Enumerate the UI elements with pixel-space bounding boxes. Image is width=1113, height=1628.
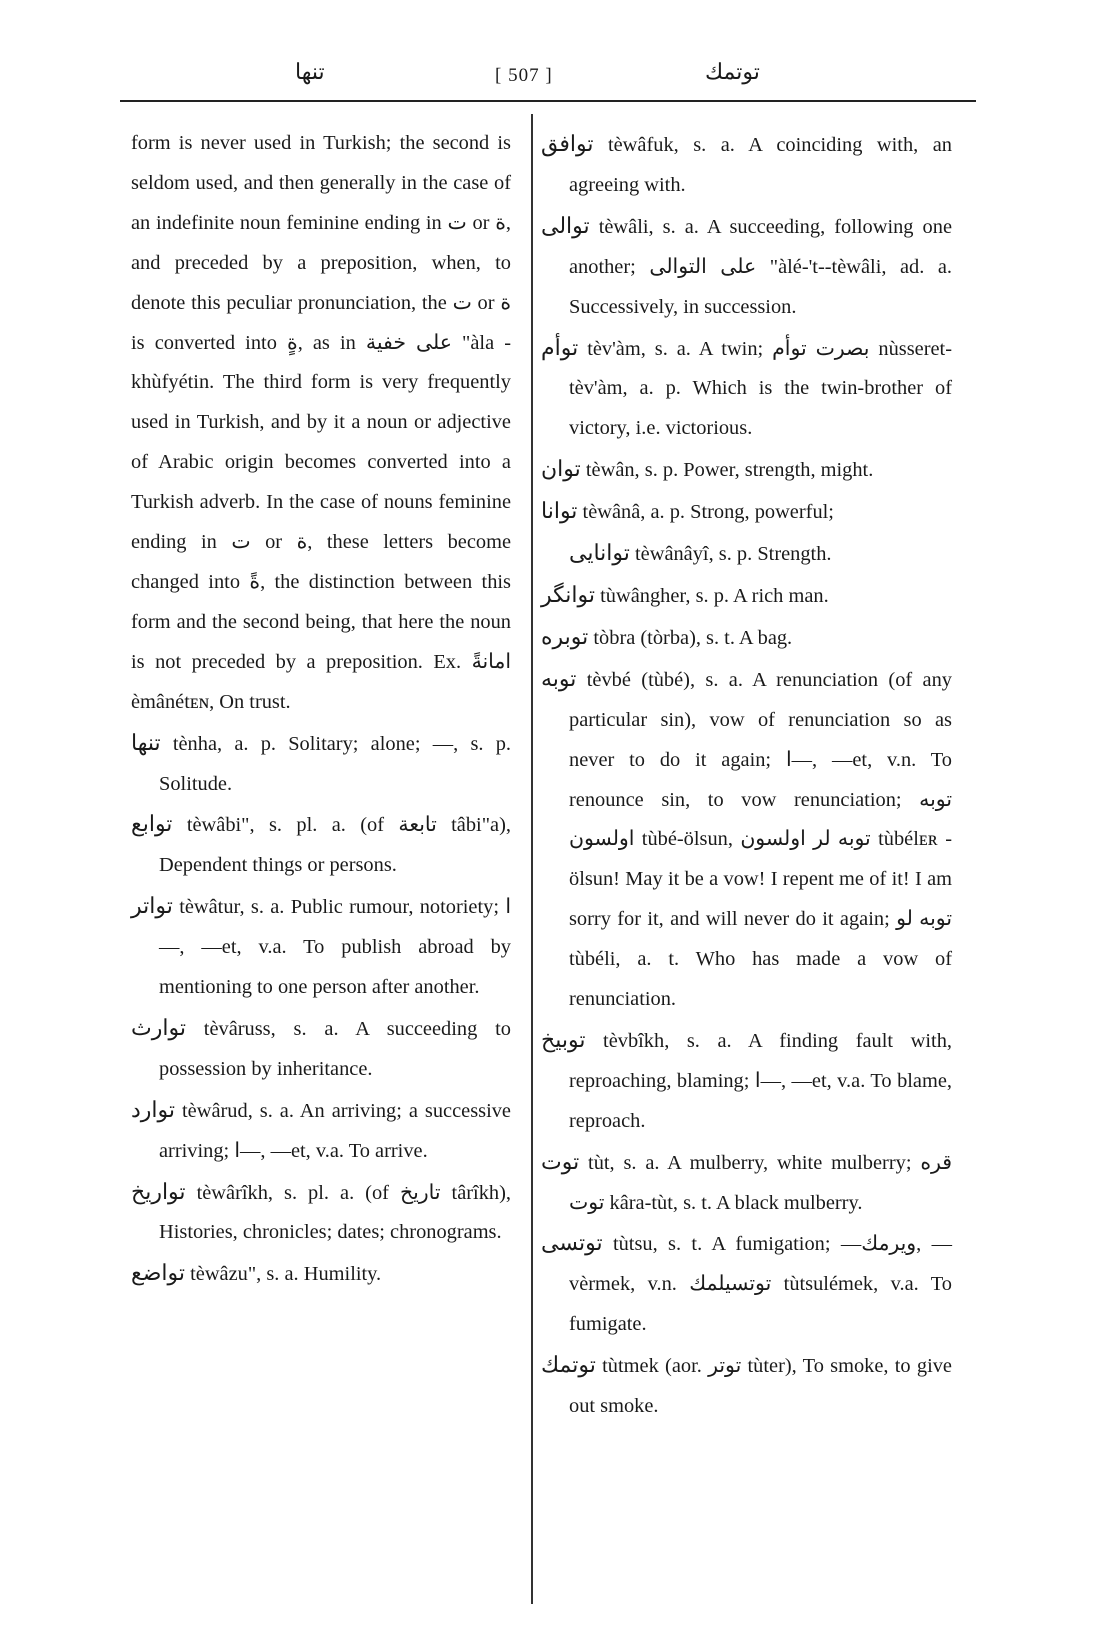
dictionary-entry bbox=[541, 659, 952, 1020]
header-left-catchword: تنها bbox=[295, 59, 325, 84]
entry-definition: tèwâli, s. a. A succeeding, following one another; علی التوالی "àlé-'t--tèwâli, ad. a. Successively, in succession. bbox=[569, 215, 952, 318]
dictionary-entry bbox=[541, 533, 952, 575]
left-column bbox=[131, 124, 511, 1295]
entry-headword: توتسی bbox=[541, 1230, 603, 1256]
entry-definition: tùtsu, s. t. A fumigation; —ويرمك, —vèrmek, v.n. توتسيلمك tùtsulémek, v.a. To fumigate. bbox=[569, 1233, 952, 1336]
page-number: [ 507 ] bbox=[495, 65, 553, 86]
entry-definition: tèwâbi", s. pl. a. (of تابعة tâbi"a), Dependent things or persons. bbox=[159, 814, 511, 877]
entry-headword: توالی bbox=[541, 212, 590, 238]
dictionary-entry bbox=[541, 1345, 952, 1427]
dictionary-entry bbox=[541, 1223, 952, 1345]
entry-definition: tèwâtur, s. a. Public rumour, notoriety; ا—, —et, v.a. To publish abroad by mentioning to one person after another. bbox=[159, 896, 511, 999]
entry-headword: توارد bbox=[131, 1096, 176, 1122]
dictionary-entry bbox=[131, 1172, 511, 1254]
header-rule bbox=[120, 100, 976, 102]
right-entries-list bbox=[541, 124, 952, 1427]
entry-definition: tèv'àm, s. a. A twin; بصرت توأم nùsseret-tèv'àm, a. p. Which is the twin-brother of victory, i.e. victorious. bbox=[569, 337, 952, 440]
dictionary-entry bbox=[541, 206, 952, 328]
entry-definition: tèwâzu", s. a. Humility. bbox=[190, 1263, 382, 1286]
entry-definition: tùtmek (aor. توتر tùter), To smoke, to give out smoke. bbox=[569, 1355, 952, 1418]
dictionary-entry bbox=[131, 804, 511, 886]
page-header bbox=[120, 55, 976, 103]
entry-headword: تنها bbox=[131, 729, 161, 755]
entry-headword: توبه bbox=[541, 665, 577, 691]
entry-headword: توافق bbox=[541, 131, 594, 156]
dictionary-entry bbox=[541, 491, 952, 533]
right-column bbox=[541, 124, 952, 1427]
entry-definition: tèvâruss, s. a. A succeeding to possession by inheritance. bbox=[159, 1017, 511, 1080]
entry-definition: tèwânâyî, s. p. Strength. bbox=[635, 543, 832, 566]
left-entries-list bbox=[131, 723, 511, 1296]
entry-headword: توانا bbox=[541, 498, 578, 524]
entry-definition: tèwânâ, a. p. Strong, powerful; bbox=[582, 501, 834, 524]
dictionary-entry bbox=[131, 723, 511, 805]
entry-definition: tùwângher, s. p. A rich man. bbox=[600, 584, 829, 607]
dictionary-entry bbox=[541, 1142, 952, 1224]
dictionary-entry bbox=[541, 575, 952, 617]
dictionary-entry bbox=[541, 1020, 952, 1142]
dictionary-entry bbox=[131, 1253, 511, 1295]
entry-headword: توان bbox=[541, 456, 581, 482]
entry-headword: توبره bbox=[541, 623, 589, 649]
entry-headword: توت bbox=[541, 1148, 580, 1174]
header-right-catchword: توتمك bbox=[705, 59, 760, 84]
dictionary-entry bbox=[131, 886, 511, 1008]
dictionary-entry bbox=[541, 449, 952, 491]
entry-headword: تواتر bbox=[131, 893, 173, 919]
entry-headword: تواضع bbox=[131, 1260, 185, 1286]
dictionary-entry bbox=[131, 1090, 511, 1172]
entry-definition: tòbra (tòrba), s. t. A bag. bbox=[593, 626, 793, 649]
dictionary-entry bbox=[541, 124, 952, 206]
entry-definition: tèwârîkh, s. pl. a. (of تاريخ târîkh), Histories, chronicles; dates; chronograms. bbox=[159, 1181, 511, 1244]
entry-headword: توانایی bbox=[569, 540, 630, 566]
entry-headword: توابع bbox=[131, 811, 173, 837]
entry-headword: تواريخ bbox=[131, 1178, 186, 1204]
entry-definition: tèwâfuk, s. a. A coinciding with, an agreeing with. bbox=[569, 134, 952, 196]
continued-paragraph: form is never used in Turkish; the second is seldom used, and then generally in the case of an indefinite noun feminine ending in ت or ة, and preceded by a preposition, when, to denote this peculiar pronunciation, the ت or ة is converted into ةٍ, as in علی خفیة "àla - khùfyétin. The third form is very frequently used in Turkish, and by it a noun or adjective of Arabic origin becomes converted into a Turkish adverb. In the case of nouns feminine ending in ت or ة, these letters become changed into ةً, the distinction between this form and the second being, that here the noun is not preceded by a preposition. Ex. امانةً èmânétᴇɴ, On trust. bbox=[131, 132, 512, 713]
entry-definition: tènha, a. p. Solitary; alone; —, s. p. Solitude. bbox=[159, 732, 511, 795]
entry-definition: tèwân, s. p. Power, strength, might. bbox=[585, 459, 874, 482]
entry-headword: توارث bbox=[131, 1014, 186, 1040]
entry-definition: tèvbîkh, s. a. A finding fault with, reproaching, blaming; ا—, —et, v.a. To blame, reproach. bbox=[569, 1029, 952, 1132]
column-divider bbox=[531, 114, 533, 1604]
entry-headword: توأم bbox=[541, 334, 579, 360]
entry-definition: tùt, s. a. A mulberry, white mulberry; قره توت kâra-tùt, s. t. A black mulberry. bbox=[569, 1151, 952, 1214]
dictionary-entry bbox=[541, 617, 952, 659]
entry-definition: tèvbé (tùbé), s. a. A renunciation (of any particular sin), vow of renunciation so as never to do it again; ا—, —et, v.n. To renounce sin, to vow renunciation; توبه اولسون tùbé-ölsun, توبه لر اولسون tùbélᴇʀ - ölsun! May it be a vow! I repent me of it! I am sorry for it, and will never do it again; توبه لو tùbéli, a. t. Who has made a vow of renunciation. bbox=[569, 668, 952, 1011]
entry-headword: توبیخ bbox=[541, 1026, 586, 1052]
dictionary-entry bbox=[541, 328, 952, 450]
dictionary-entry bbox=[131, 1008, 511, 1090]
entry-headword: توتمك bbox=[541, 1352, 596, 1378]
entry-headword: توانگر bbox=[541, 581, 596, 607]
entry-definition: tèwârud, s. a. An arriving; a successive arriving; ا—, —et, v.a. To arrive. bbox=[159, 1099, 511, 1162]
